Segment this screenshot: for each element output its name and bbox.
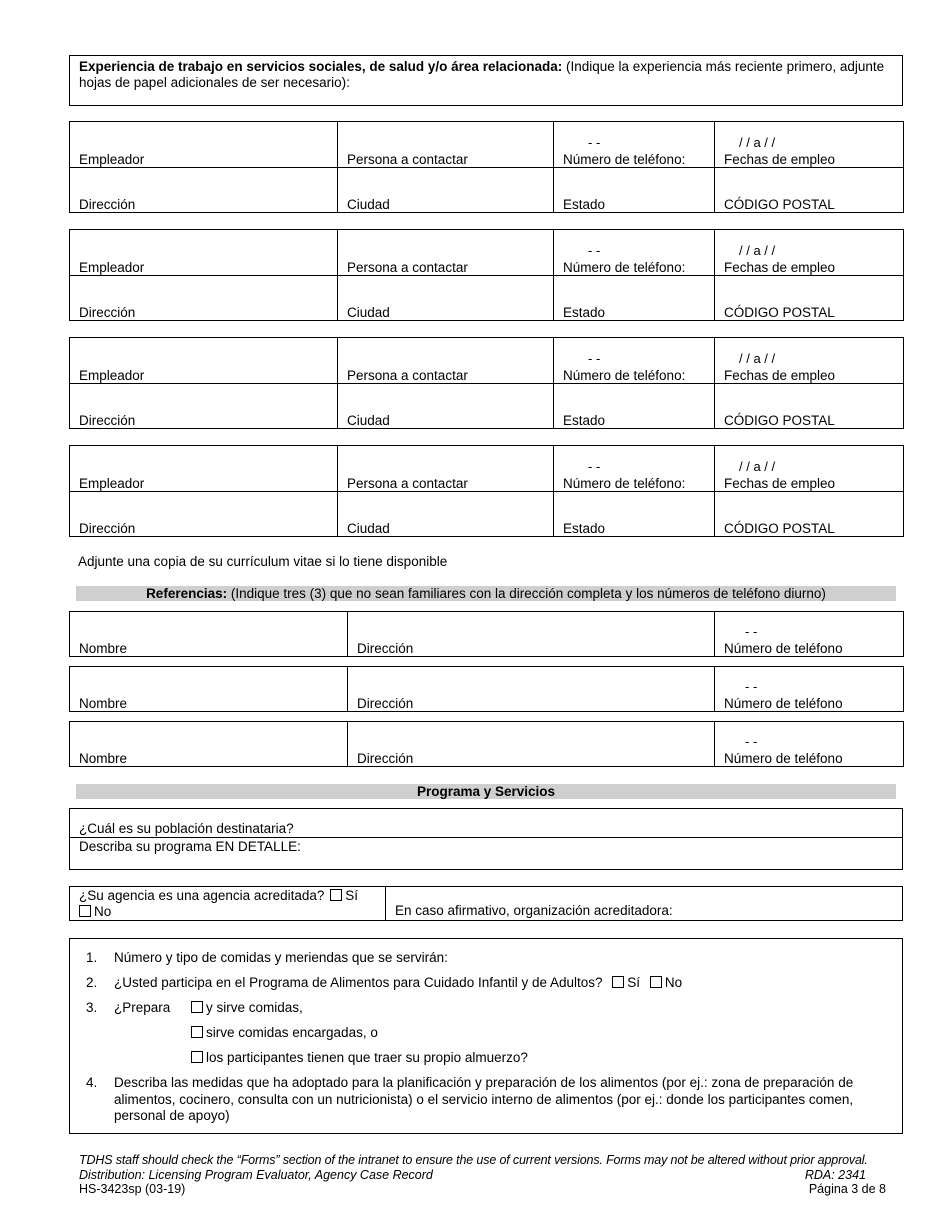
zip-label: CÓDIGO POSTAL [715, 520, 904, 537]
employer-label: Empleador [70, 259, 338, 276]
intro-heading: Experiencia de trabajo en servicios sociales, de salud y/o área relacionada: [79, 59, 563, 74]
cacfp-yes-label: Sí [627, 975, 641, 990]
accreditation-box [69, 886, 903, 921]
state-label: Estado [554, 412, 715, 429]
state-field[interactable] [554, 276, 715, 304]
footer-notice: TDHS staff should check the “Forms” section of the intranet to ensure the use of current versions. Forms may not be altered without prior approval. [79, 1153, 868, 1167]
phone-hint: - - [588, 134, 601, 150]
address-field[interactable] [70, 492, 338, 520]
employer-field[interactable] [70, 338, 338, 367]
contact-field[interactable] [338, 230, 554, 259]
program-box [69, 808, 903, 870]
q3-number: 3. [86, 1000, 98, 1015]
phone-label: Número de teléfono: [554, 475, 715, 492]
q2-number: 2. [86, 975, 98, 990]
ref-name-field[interactable] [70, 722, 348, 750]
city-field[interactable] [338, 492, 554, 520]
ref-phone-label: Número de teléfono [715, 640, 904, 657]
city-label: Ciudad [338, 412, 554, 429]
q3-option-2 [189, 1025, 378, 1041]
population-field[interactable] [70, 809, 902, 838]
employer-label: Empleador [70, 475, 338, 492]
zip-label: CÓDIGO POSTAL [715, 304, 904, 321]
accrediting-org-label: En caso afirmativo, organización acreditadora: [395, 903, 673, 918]
ref-phone-label: Número de teléfono [715, 750, 904, 767]
zip-field[interactable] [715, 384, 904, 412]
zip-field[interactable] [715, 168, 904, 196]
q4-number: 4. [86, 1075, 98, 1090]
phone-hint: - - [588, 458, 601, 474]
contact-field[interactable] [338, 446, 554, 475]
phone-hint: - - [745, 733, 758, 749]
ref-name-label: Nombre [70, 695, 348, 712]
q2-text: ¿Usted participa en el Programa de Alimentos para Cuidado Infantil y de Adultos? [114, 975, 603, 990]
q4-text: Describa las medidas que ha adoptado para la planificación y preparación de los alimentos (por ej.: zona de preparación de alimentos, cocinero, consulta con un nutricionista) o el servicio interno de alimentos (por ej.: donde los participantes comen, personal de apoyo) [114, 1075, 854, 1123]
footer-rda: RDA: 2341 [804, 1167, 866, 1182]
accreditation-question [70, 887, 386, 920]
accredited-yes-label: Sí [345, 888, 358, 903]
footer-form-number: HS-3423sp (03-19) [79, 1182, 186, 1196]
contact-field[interactable] [338, 122, 554, 151]
footer-distribution-row [79, 1168, 886, 1183]
ref-address-label: Dirección [348, 695, 715, 712]
state-field[interactable] [554, 492, 715, 520]
employer-block-3 [69, 337, 904, 429]
q3-text: ¿Prepara [114, 1000, 171, 1015]
prepare-serve-checkbox[interactable] [191, 1001, 203, 1013]
ref-address-field[interactable] [348, 722, 715, 750]
ref-address-label: Dirección [348, 750, 715, 767]
dates-field[interactable] [715, 446, 904, 475]
bring-lunch-checkbox[interactable] [191, 1051, 203, 1063]
employer-field[interactable] [70, 122, 338, 151]
q1-text: Número y tipo de comidas y meriendas que se servirán: [114, 950, 448, 965]
describe-program-label: Describa su programa EN DETALLE: [79, 839, 301, 854]
city-field[interactable] [338, 384, 554, 412]
dates-hint: / / a / / [739, 134, 776, 150]
city-label: Ciudad [338, 304, 554, 321]
resume-note: Adjunte una copia de su currículum vitae si lo tiene disponible [78, 554, 448, 569]
dates-label: Fechas de empleo [715, 367, 904, 384]
state-label: Estado [554, 520, 715, 537]
ref-phone-label: Número de teléfono [715, 695, 904, 712]
dates-field[interactable] [715, 230, 904, 259]
city-field[interactable] [338, 276, 554, 304]
ref-name-label: Nombre [70, 750, 348, 767]
zip-label: CÓDIGO POSTAL [715, 196, 904, 213]
accredited-no-label: No [94, 904, 112, 919]
meals-section [69, 938, 903, 1134]
q3-opt1-label: y sirve comidas, [206, 1000, 303, 1015]
ref-name-label: Nombre [70, 640, 348, 657]
dates-field[interactable] [715, 122, 904, 151]
cacfp-yes-checkbox[interactable] [612, 976, 624, 988]
phone-label: Número de teléfono: [554, 367, 715, 384]
intro-instructions: (Indique la experiencia más reciente primero, adjunte hojas de papel adicionales de ser necesario): [79, 59, 885, 90]
reference-3 [69, 721, 904, 767]
phone-hint: - - [745, 678, 758, 694]
q1-number: 1. [86, 950, 98, 965]
dates-label: Fechas de empleo [715, 475, 904, 492]
ref-address-field[interactable] [348, 612, 715, 640]
ref-name-field[interactable] [70, 612, 348, 640]
dates-field[interactable] [715, 338, 904, 367]
ref-phone-field[interactable] [715, 667, 904, 695]
city-label: Ciudad [338, 520, 554, 537]
address-label: Dirección [70, 412, 338, 429]
employer-block-1 [69, 121, 904, 213]
phone-field[interactable] [554, 122, 715, 151]
q3-option-3 [189, 1050, 528, 1066]
city-label: Ciudad [338, 196, 554, 213]
ref-name-field[interactable] [70, 667, 348, 695]
ref-phone-field[interactable] [715, 612, 904, 640]
q3-option-1 [189, 1000, 303, 1016]
employer-block-4 [69, 445, 904, 537]
reference-1 [69, 611, 904, 657]
address-label: Dirección [70, 520, 338, 537]
zip-field[interactable] [715, 492, 904, 520]
program-band: Programa y Servicios [76, 784, 896, 799]
ref-phone-field[interactable] [715, 722, 904, 750]
dates-hint: / / a / / [739, 242, 776, 258]
phone-hint: - - [745, 623, 758, 639]
population-label: ¿Cuál es su población destinataria? [79, 821, 294, 836]
phone-field[interactable] [554, 230, 715, 259]
work-experience-intro [69, 55, 903, 106]
state-field[interactable] [554, 384, 715, 412]
contact-label: Persona a contactar [338, 151, 554, 168]
contact-field[interactable] [338, 338, 554, 367]
address-label: Dirección [70, 196, 338, 213]
phone-label: Número de teléfono: [554, 151, 715, 168]
footer-page-number: Página 3 de 8 [808, 1182, 886, 1196]
q2-row [114, 975, 894, 991]
phone-field[interactable] [554, 446, 715, 475]
employer-label: Empleador [70, 151, 338, 168]
dates-label: Fechas de empleo [715, 259, 904, 276]
reference-2 [69, 666, 904, 712]
q3-opt2-label: sirve comidas encargadas, o [206, 1025, 378, 1040]
accredited-no-checkbox[interactable] [79, 905, 91, 917]
zip-label: CÓDIGO POSTAL [715, 412, 904, 429]
zip-field[interactable] [715, 276, 904, 304]
dates-label: Fechas de empleo [715, 151, 904, 168]
catered-checkbox[interactable] [191, 1026, 203, 1038]
phone-hint: - - [588, 242, 601, 258]
employer-label: Empleador [70, 367, 338, 384]
employer-field[interactable] [70, 230, 338, 259]
footer-form-row [79, 1182, 886, 1197]
state-label: Estado [554, 196, 715, 213]
contact-label: Persona a contactar [338, 475, 554, 492]
accreditation-question-text: ¿Su agencia es una agencia acreditada? [79, 888, 325, 903]
footer-distribution: Distribution: Licensing Program Evaluator, Agency Case Record [79, 1167, 433, 1182]
contact-label: Persona a contactar [338, 259, 554, 276]
dates-hint: / / a / / [739, 350, 776, 366]
references-heading: Referencias: [146, 586, 228, 601]
ref-address-field[interactable] [348, 667, 715, 695]
state-label: Estado [554, 304, 715, 321]
dates-hint: / / a / / [739, 458, 776, 474]
phone-field[interactable] [554, 338, 715, 367]
phone-hint: - - [588, 350, 601, 366]
ref-address-label: Dirección [348, 640, 715, 657]
references-instructions: (Indique tres (3) que no sean familiares con la dirección completa y los números de teléfono diurno) [227, 586, 826, 601]
state-field[interactable] [554, 168, 715, 196]
address-field[interactable] [70, 168, 338, 196]
phone-label: Número de teléfono: [554, 259, 715, 276]
page-footer [79, 1153, 886, 1197]
accredited-yes-checkbox[interactable] [330, 889, 342, 901]
city-field[interactable] [338, 168, 554, 196]
address-label: Dirección [70, 304, 338, 321]
q3-opt3-label: los participantes tienen que traer su propio almuerzo? [206, 1050, 528, 1065]
cacfp-no-checkbox[interactable] [650, 976, 662, 988]
cacfp-no-label: No [664, 975, 683, 990]
references-band [76, 586, 896, 601]
address-field[interactable] [70, 384, 338, 412]
employer-field[interactable] [70, 446, 338, 475]
address-field[interactable] [70, 276, 338, 304]
employer-block-2 [69, 229, 904, 321]
contact-label: Persona a contactar [338, 367, 554, 384]
